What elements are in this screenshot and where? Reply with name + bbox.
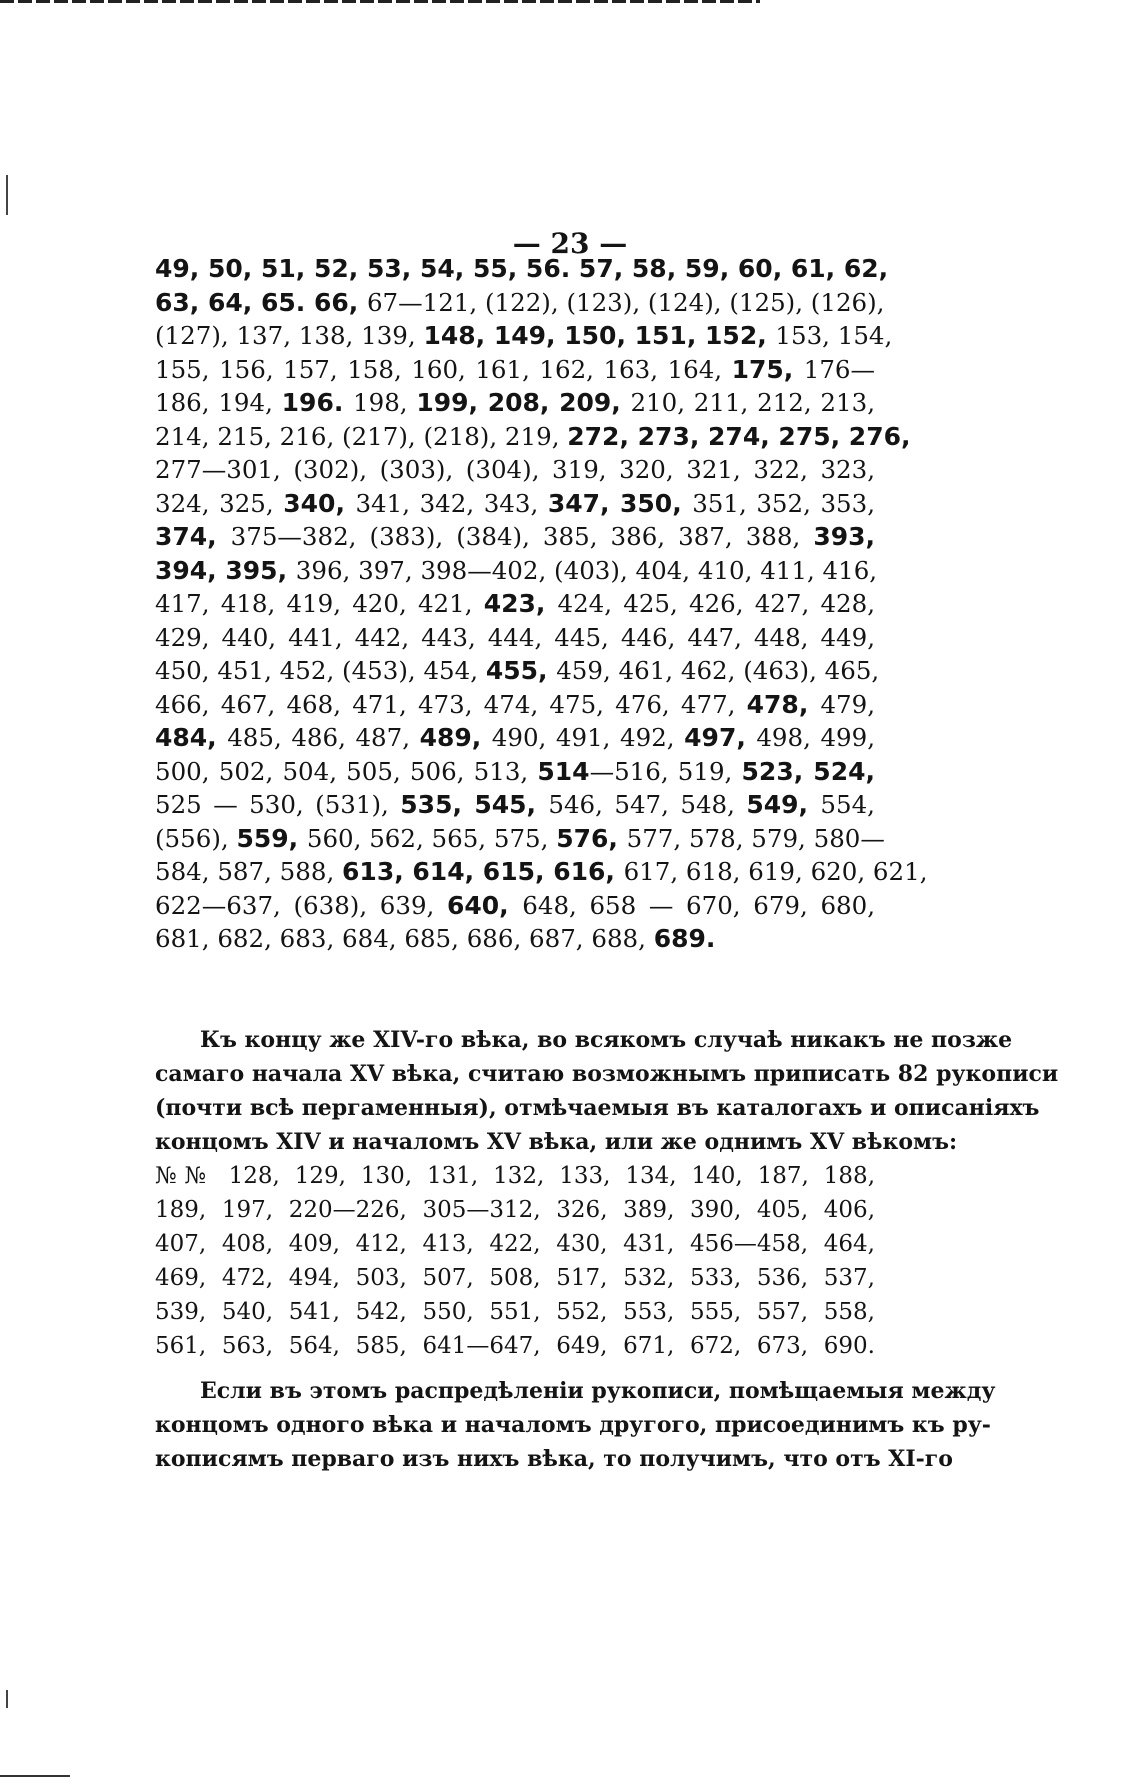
text-line: (почти всѣ пергаменныя), отмѣчаемыя въ каталогахъ и описаніяхъ bbox=[155, 1095, 1040, 1121]
number-run: 186, 194, bbox=[155, 388, 282, 417]
bold-number-run: 148, 149, 150, 151, 152, bbox=[423, 321, 776, 350]
number-run: 466, 467, 468, 471, 473, 474, 475, 476, 477, bbox=[155, 689, 747, 719]
bold-number-run: 576, bbox=[556, 823, 627, 853]
bold-number-run: 478, bbox=[746, 689, 821, 719]
number-run: 341, 342, 343, bbox=[355, 488, 548, 518]
text-line: 407, 408, 409, 412, 413, 422, 430, 431, 456—458, 464, bbox=[155, 1231, 875, 1257]
bold-number-run: 394, 395, bbox=[155, 555, 296, 585]
bold-number-run: 489, bbox=[419, 723, 492, 752]
number-run: 681, 682, 683, 684, 685, 686, 687, 688, bbox=[155, 924, 654, 953]
left-edge-mark bbox=[6, 1690, 8, 1708]
number-run: 153, 154, bbox=[775, 321, 893, 350]
number-run: 214, 215, 216, (217), (218), 219, bbox=[155, 421, 568, 451]
number-run: 490, 491, 492, bbox=[491, 723, 685, 752]
number-run: 554, bbox=[820, 790, 875, 819]
number-run: (127), 137, 138, 139, bbox=[155, 321, 424, 350]
number-run: 176— bbox=[803, 354, 875, 384]
text-line: Къ концу же XIV-го вѣка, во всякомъ случаѣ никакъ не позже bbox=[200, 1027, 1013, 1053]
numbers-line bbox=[155, 287, 885, 322]
bold-number-run: 49, 50, 51, 52, 53, 54, 55, 56. 57, 58, 59, 60, 61, 62, bbox=[155, 254, 889, 283]
number-run: 210, 211, 212, 213, bbox=[630, 388, 875, 417]
numbers-line bbox=[155, 254, 889, 288]
number-run: 459, 461, 462, (463), 465, bbox=[556, 656, 880, 685]
number-run: —516, 519, bbox=[589, 756, 742, 786]
text-line: 189, 197, 220—226, 305—312, 326, 389, 390, 405, 406, bbox=[155, 1197, 875, 1223]
bold-number-run: 689. bbox=[653, 924, 716, 953]
number-run: (556), bbox=[155, 823, 237, 853]
number-run: 498, 499, bbox=[756, 723, 876, 752]
text-line: Если въ этомъ распредѣленіи рукописи, помѣщаемыя между bbox=[200, 1378, 996, 1404]
bold-number-run: 640, bbox=[447, 890, 523, 920]
number-run: 648, 658 — 670, 679, 680, bbox=[522, 890, 876, 920]
number-run: 617, 618, 619, 620, 621, bbox=[623, 857, 928, 886]
numbers-line bbox=[155, 321, 893, 355]
number-run: 324, 325, bbox=[155, 488, 284, 518]
bold-number-run: 63, 64, 65. 66, bbox=[155, 287, 367, 317]
numbers-line bbox=[155, 723, 875, 757]
number-run: 155, 156, 157, 158, 160, 161, 162, 163, 164, bbox=[155, 354, 732, 384]
number-run: 525 — 530, (531), bbox=[155, 790, 401, 819]
numbers-line bbox=[155, 421, 911, 456]
bold-number-run: 523, 524, bbox=[741, 756, 875, 786]
number-run: 500, 502, 504, 505, 506, 513, bbox=[155, 756, 538, 786]
bold-number-run: 559, bbox=[236, 823, 307, 853]
numbers-line bbox=[155, 823, 885, 858]
bold-number-run: 272, 273, 274, 275, 276, bbox=[567, 421, 911, 451]
number-run: 622—637, (638), 639, bbox=[155, 890, 447, 920]
numbers-line bbox=[155, 388, 875, 422]
numbers-line bbox=[155, 623, 875, 657]
number-run: 417, 418, 419, 420, 421, bbox=[155, 589, 484, 618]
number-run: 546, 547, 548, bbox=[548, 790, 747, 819]
text-line: 539, 540, 541, 542, 550, 551, 552, 553, 555, 557, 558, bbox=[155, 1299, 875, 1325]
number-run: 351, 352, 353, bbox=[692, 488, 876, 518]
number-run: 450, 451, 452, (453), 454, bbox=[155, 656, 486, 685]
bold-number-run: 484, bbox=[155, 723, 228, 752]
number-run: 424, 425, 426, 427, 428, bbox=[557, 589, 876, 618]
bold-number-run: 514 bbox=[537, 756, 590, 786]
numbers-line bbox=[155, 355, 875, 389]
top-edge-rule bbox=[0, 0, 760, 3]
bold-number-run: 613, 614, 615, 616, bbox=[342, 857, 624, 886]
bottom-edge-rule bbox=[0, 1775, 70, 1777]
paragraph-distribution bbox=[155, 1378, 996, 1480]
numbers-line bbox=[155, 489, 875, 523]
bold-number-run: 393, bbox=[813, 522, 876, 551]
bold-number-run: 497, bbox=[684, 723, 757, 752]
numbers-line bbox=[155, 924, 875, 958]
bold-number-run: 423, bbox=[483, 589, 558, 618]
numbers-line bbox=[155, 455, 875, 489]
number-run: 277—301, (302), (303), (304), 319, 320, 321, 322, 323, bbox=[155, 455, 875, 484]
text-line: концомъ XIV и началомъ XV вѣка, или же однимъ XV вѣкомъ: bbox=[155, 1129, 958, 1155]
numbers-line bbox=[155, 522, 875, 556]
number-run: 479, bbox=[820, 689, 875, 719]
number-run: 577, 578, 579, 580— bbox=[626, 823, 885, 853]
text-line: кописямъ перваго изъ нихъ вѣка, то получимъ, что отъ XI-го bbox=[155, 1446, 953, 1472]
number-run: 67—121, (122), (123), (124), (125), (126), bbox=[366, 287, 885, 317]
text-line: самаго начала XV вѣка, считаю возможнымъ приписать 82 рукописи bbox=[155, 1061, 1059, 1087]
bold-number-run: 374, bbox=[155, 522, 231, 551]
bold-number-run: 340, bbox=[283, 488, 356, 518]
text-line: концомъ одного вѣка и началомъ другого, присоединимъ къ ру- bbox=[155, 1412, 991, 1438]
left-edge-mark bbox=[6, 175, 8, 215]
number-run: 396, 397, 398—402, (403), 404, 410, 411, 416, bbox=[295, 555, 878, 585]
text-line: №№ 128, 129, 130, 131, 132, 133, 134, 140, 187, 188, bbox=[155, 1163, 875, 1189]
number-run: 560, 562, 565, 575, bbox=[306, 823, 557, 853]
number-run: 584, 587, 588, bbox=[155, 857, 343, 886]
numbers-line bbox=[155, 690, 875, 724]
bold-number-run: 549, bbox=[746, 790, 821, 819]
numbers-line bbox=[155, 555, 878, 590]
numbers-line bbox=[155, 589, 875, 623]
bold-number-run: 175, bbox=[731, 354, 804, 384]
number-run: 485, 486, 487, bbox=[227, 723, 420, 752]
numbers-line bbox=[155, 857, 928, 891]
numbers-line bbox=[155, 757, 875, 791]
manuscript-numbers-list bbox=[155, 254, 928, 958]
numbers-line bbox=[155, 891, 875, 925]
text-line: 469, 472, 494, 503, 507, 508, 517, 532, 533, 536, 537, bbox=[155, 1265, 875, 1291]
number-run: 429, 440, 441, 442, 443, 444, 445, 446, 447, 448, 449, bbox=[155, 622, 875, 652]
bold-number-run: 347, 350, bbox=[547, 488, 693, 518]
paragraph-fourteenth-century bbox=[155, 1027, 1059, 1367]
number-run: 198, bbox=[353, 388, 417, 417]
bold-number-run: 455, bbox=[485, 656, 557, 685]
page-number: — 23 — bbox=[512, 227, 628, 260]
bold-number-run: 199, 208, 209, bbox=[416, 388, 631, 417]
bold-number-run: 535, 545, bbox=[400, 790, 549, 819]
text-line: 561, 563, 564, 585, 641—647, 649, 671, 672, 673, 690. bbox=[155, 1333, 875, 1359]
numbers-line bbox=[155, 656, 880, 690]
bold-number-run: 196. bbox=[281, 388, 354, 417]
numbers-line bbox=[155, 790, 875, 824]
number-run: 375—382, (383), (384), 385, 386, 387, 388, bbox=[230, 522, 814, 551]
